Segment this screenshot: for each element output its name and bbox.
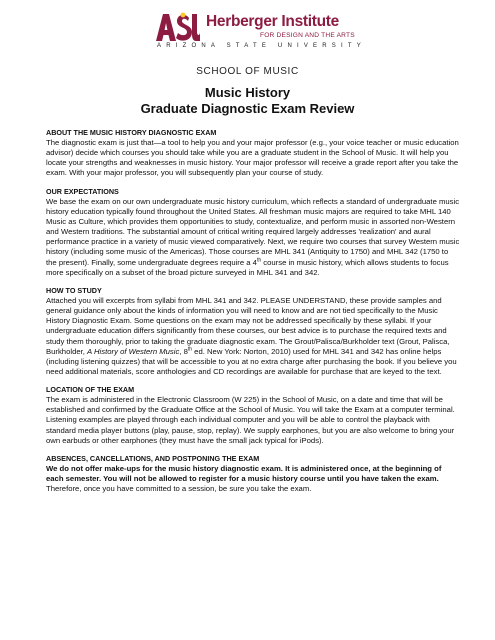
title-line-2: Graduate Diagnostic Exam Review (140, 101, 355, 116)
section-heading: ABSENCES, CANCELLATIONS, AND POSTPONING THE EXAM (46, 453, 260, 463)
paragraph-text: course in music history, which allows students to focus more specifically on a subset of the broad picture surveyed in MHL 341 and 342. (46, 257, 449, 277)
document-title (0, 85, 495, 117)
institute-name: Herberger Institute (206, 13, 339, 30)
section-about (46, 128, 461, 179)
paragraph-text: , 8 (179, 346, 188, 356)
school-name: SCHOOL OF MUSIC (196, 66, 299, 77)
paragraph-text: ed. New York: Norton, 2010) used for MHL 341 and 342 has online helps (including listening quizzes) that will be accessible to you at no extra charge after purchasing the book. If you believe you need additional materials, score anthologies and CD recordings are available for purchase that are keyed to the text. (46, 346, 457, 376)
section-location (46, 385, 461, 446)
section-how-to-study (46, 286, 461, 377)
section-paragraph (46, 197, 461, 278)
policy-emphasis: We do not offer make-ups for the music history diagnostic exam. It is administered once, at the beginning of each semester. You will not be allowed to register for a music history course until you have taken the exam. (46, 463, 442, 484)
section-heading: ABOUT THE MUSIC HISTORY DIAGNOSTIC EXAM (46, 128, 217, 137)
asu-logo-mark (156, 12, 200, 42)
section-absences (46, 454, 461, 494)
ordinal-suffix: th (187, 346, 193, 353)
section-heading: OUR EXPECTATIONS (46, 186, 119, 196)
section-heading: HOW TO STUDY (46, 285, 102, 295)
paragraph-text: Attached you will excerpts from syllabi from MHL 341 and 342. PLEASE UNDERSTAND, these provide samples and general guidance only about the kinds of information you will need to know and are not tied specifically to the Music History Diagnostic Exam. Some questions on the exam may not be addressed specifically by these syllabi. If your undergraduate education differs significantly from these courses, our best advice is to purchase the required texts and study them thoroughly, prior to taking the graduate diagnostic exam. The Grout/Palisca/Burkholder text (Grout, Palisca, Burkholder, (46, 295, 450, 356)
section-paragraph (46, 464, 461, 494)
university-name: ARIZONA STATE UNIVERSITY (157, 43, 366, 49)
institute-tagline: FOR DESIGN AND THE ARTS (260, 32, 355, 39)
ordinal-suffix: th (256, 257, 262, 263)
section-paragraph: The diagnostic exam is just that—a tool to help you and your major professor (e.g., your voice teacher or music education advisor) decide which courses you should take while you are a graduate student in the School of Music. It will help you locate your strengths and weaknesses in music history. Your major professor will receive a grade report after you take the exam. With your major professor, you will subsequently plan your course of study. (46, 138, 459, 178)
title-line-1: Music History (204, 85, 291, 100)
paragraph-text: We base the exam on our own undergraduate music history curriculum, which reflects a standard of undergraduate music history education typically found throughout the United States. All freshman music majors are required to take MHL 140 Music as Culture, which provides them opportunities to study, contextualize, and perform music in assorted non-Western and Western traditions. The substantial amount of critical writing required largely addresses 'realization' and aural performance practice in a variety of music viewed comparatively. Next, we require two courses that survey Western music history (including some music of the Americas). Those courses are MHL 341 (Antiquity to 1750) and MHL 342 (1750 to the present). Finally, some undergraduate degrees require a 4 (46, 196, 460, 267)
document-body (46, 128, 461, 502)
paragraph-text: Therefore, once you have committed to a session, be sure you take the exam. (46, 484, 312, 494)
section-heading: LOCATION OF THE EXAM (46, 385, 135, 395)
section-expectations (46, 187, 461, 278)
section-paragraph: The exam is administered in the Electronic Classroom (W 225) in the School of Music, on a date and time that will be established and confirmed by the Graduate Office at the School of Music. You will take the Exam at a computer terminal. Listening examples are played through each individual computer and you will be able to control the playback with standard media player buttons (play, pause, stop, replay). We supply earphones, but you are also welcome to bring your own earbuds or other earphones (they must have the small jack typical for iPods). (46, 395, 455, 445)
book-title: A History of Western Music (87, 346, 180, 356)
section-paragraph (46, 296, 461, 377)
